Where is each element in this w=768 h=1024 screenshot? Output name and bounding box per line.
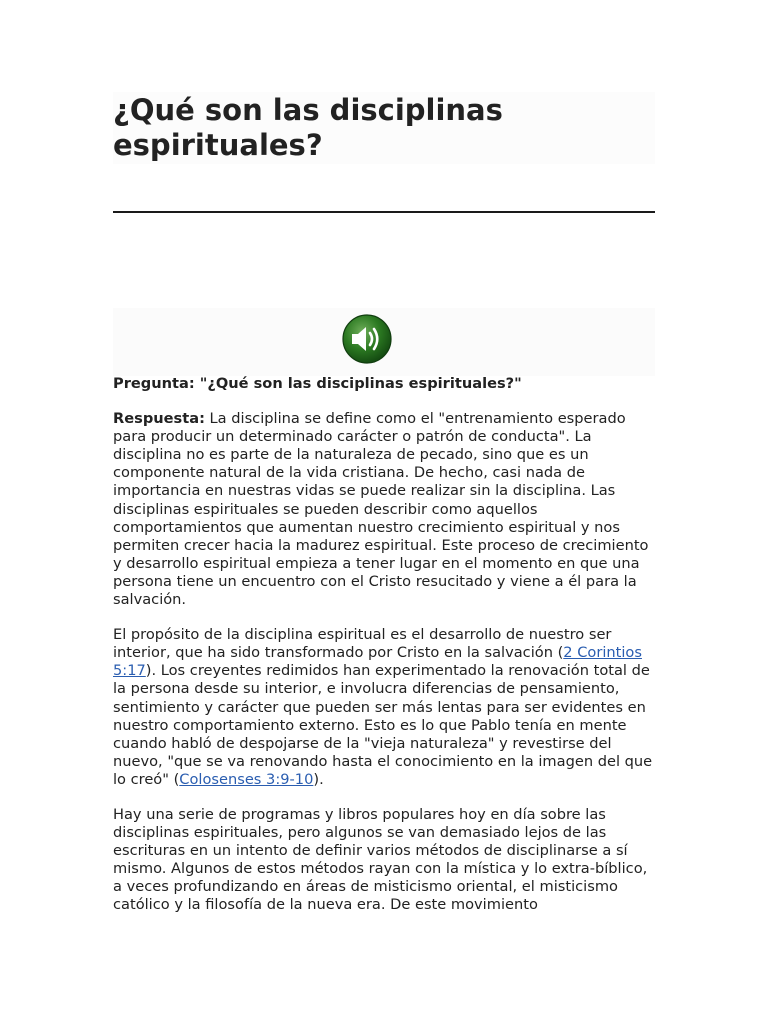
answer-paragraph	[113, 410, 655, 609]
paragraph-programs: Hay una serie de programas y libros populares hoy en día sobre las disciplinas espirituales, pero algunos se van demasiado lejos de las escrituras en un intento de definir varios métodos de disciplinarse a sí mismo. Algunos de estos métodos rayan con la mística y lo extra-bíblico, a veces profundizando en áreas de misticismo oriental, el misticismo católico y la filosofía de la nueva era. De este movimiento	[113, 805, 648, 914]
paragraph-purpose-text-1: El propósito de la disciplina espiritual es el desarrollo de nuestro ser interior, que ha sido transformado por Cristo en la salvación (	[113, 626, 612, 662]
paragraph-purpose	[113, 626, 655, 789]
speaker-icon[interactable]	[342, 314, 392, 364]
paragraph-purpose-text-3: ).	[313, 770, 324, 788]
article-body	[113, 375, 655, 932]
answer-label: Respuesta:	[113, 410, 205, 428]
audio-player	[113, 308, 655, 376]
page-title: ¿Qué son las disciplinas espirituales?	[113, 93, 503, 162]
paragraph-purpose-text-2: ). Los creyentes redimidos han experimentado la renovación total de la persona desde su interior, e involucra diferencias de pensamiento, sentimiento y carácter que pueden ser más lentas para ser evidentes en nuestro comportamiento externo. Esto es lo que Pablo tenía en mente cuando habló de despojarse de la "vieja naturaleza" y revestirse del nuevo, "que se va renovando hasta el conocimiento en la imagen del que lo creó" (	[113, 662, 653, 788]
answer-text: La disciplina se define como el "entrenamiento esperado para producir un determinado carácter o patrón de conducta". La disciplina no es parte de la naturaleza de pecado, sino que es un componente natural de la vida cristiana. De hecho, casi nada de importancia en nuestras vidas se puede realizar sin la disciplina. Las disciplinas espirituales se pueden describir como aquellos comportamientos que aumentan nuestro crecimiento espiritual y nos permiten crecer hacia la madurez espiritual. Este proceso de crecimiento y desarrollo espiritual empieza a tener lugar en el momento en que una persona tiene un encuentro con el Cristo resucitado y viene a él para la salvación.	[113, 410, 649, 609]
title-divider	[113, 211, 655, 213]
question-heading: Pregunta: "¿Qué son las disciplinas espirituales?"	[113, 375, 522, 392]
bible-link-colosenses[interactable]: Colosenses 3:9-10	[179, 770, 314, 788]
title-box	[113, 92, 655, 164]
bible-link-2-corintios[interactable]: 2 Corintios 5:17	[113, 644, 642, 680]
